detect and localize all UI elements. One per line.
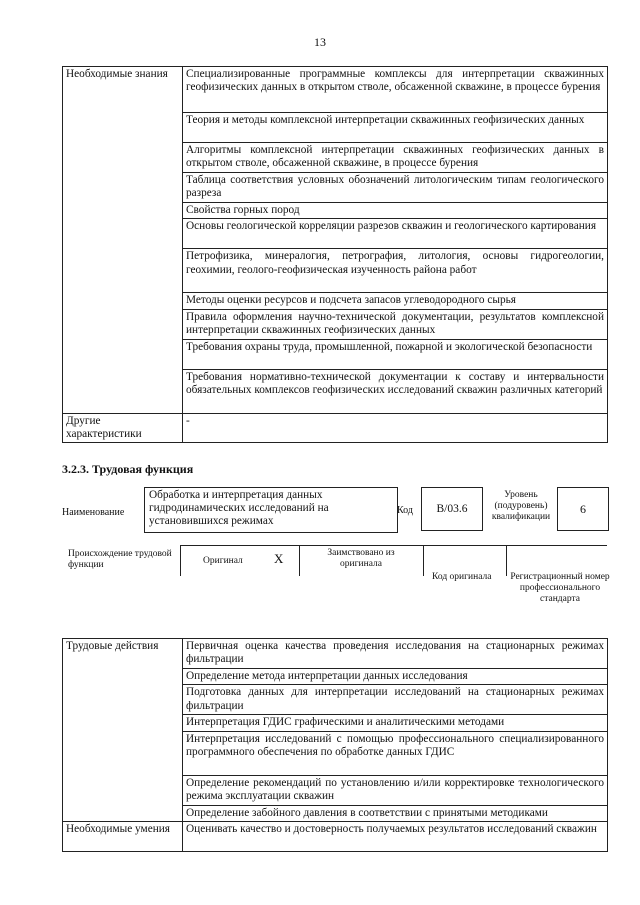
action-item: Первичная оценка качества проведения исследования на стационарных режимах фильтрации	[183, 639, 608, 669]
knowledge-item: Правила оформления научно-технической документации, результатов комплексной интерпретации скважинных геофизических данных	[183, 309, 608, 339]
origin-divider	[299, 546, 300, 576]
code-value: B/03.6	[421, 487, 483, 531]
knowledge-item: Основы геологической корреляции разрезов скважин и геологического картирования	[183, 219, 608, 249]
knowledge-item: Свойства горных пород	[183, 203, 608, 219]
knowledge-item: Требования охраны труда, промышленной, пожарной и экологической безопасности	[183, 339, 608, 369]
original-mark: X	[274, 551, 284, 566]
action-item: Определение рекомендаций по установлению и/или корректировке технологического режима эксплуатации скважин	[183, 775, 608, 805]
actions-table	[62, 638, 608, 852]
origin-divider	[423, 546, 424, 576]
action-item: Определение метода интерпретации данных исследования	[183, 669, 608, 685]
skills-label: Необходимые умения	[63, 821, 183, 851]
name-value: Обработка и интерпретация данных гидродинамических исследований на установившихся режимах	[144, 487, 398, 533]
action-item: Определение забойного давления в соответствии с принятыми методиками	[183, 805, 608, 821]
knowledge-table	[62, 66, 608, 443]
knowledge-item: Таблица соответствия условных обозначений литологическим типам геологического разреза	[183, 173, 608, 203]
other-characteristics-label: Другие характеристики	[63, 413, 183, 443]
action-item: Подготовка данных для интерпретации исследований на стационарных режимах фильтрации	[183, 685, 608, 715]
page-number: 13	[314, 35, 326, 49]
knowledge-item: Алгоритмы комплексной интерпретации скважинных геофизических данных в открытом стволе, обсаженной скважине, в процессе бурения	[183, 143, 608, 173]
level-label: Уровень (подуровень) квалификации	[491, 490, 551, 522]
original-label: Оригинал	[203, 556, 243, 566]
origin-divider	[506, 546, 507, 576]
level-value: 6	[557, 487, 609, 531]
knowledge-item: Специализированные программные комплексы для интерпретации скважинных геофизических данных в открытом стволе, обсаженной скважине, в процессе бурения	[183, 67, 608, 113]
reg-number-caption: Регистрационный номер профессионального стандарта	[510, 572, 610, 604]
knowledge-item: Методы оценки ресурсов и подсчета запасов углеводородного сырья	[183, 293, 608, 309]
code-label: Код	[397, 505, 413, 516]
knowledge-item: Теория и методы комплексной интерпретации скважинных геофизических данных	[183, 113, 608, 143]
action-item: Интерпретация ГДИС графическими и аналитическими методами	[183, 715, 608, 731]
origin-label: Происхождение трудовой функции	[68, 549, 172, 570]
section-heading: 3.2.3. Трудовая функция	[62, 462, 194, 476]
knowledge-item: Петрофизика, минералогия, петрография, литология, основы гидрогеологии, геохимии, геолого-геофизическая изученность района работ	[183, 249, 608, 293]
other-characteristics-value: -	[183, 413, 608, 443]
borrowed-label: Заимствовано из оригинала	[327, 548, 395, 569]
actions-label: Трудовые действия	[63, 639, 183, 822]
name-label: Наименование	[62, 507, 125, 518]
knowledge-item: Требования нормативно-технической документации к составу и интервальности обязательных комплексов геофизических исследований скважин различных категорий	[183, 369, 608, 413]
knowledge-label: Необходимые знания	[63, 67, 183, 414]
code-original-caption: Код оригинала	[432, 572, 492, 582]
action-item: Интерпретация исследований с помощью профессионального специализированного программного обеспечения по обработке данных ГДИС	[183, 731, 608, 775]
skill-item: Оценивать качество и достоверность получаемых результатов исследований скважин	[183, 821, 608, 851]
